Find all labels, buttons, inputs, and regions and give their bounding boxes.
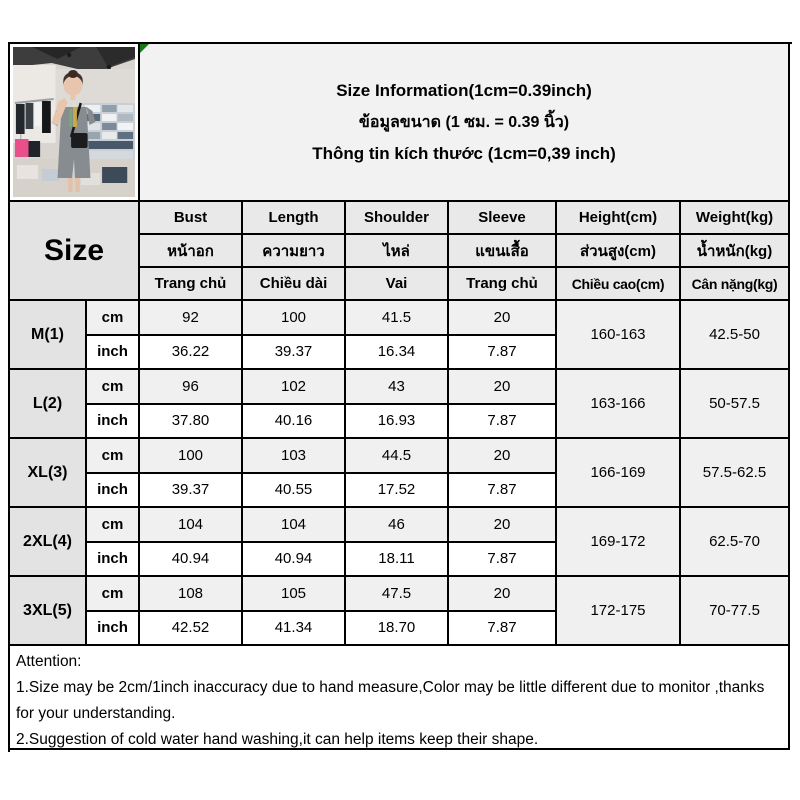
inch-value-cell: 7.87 (449, 612, 557, 647)
corner-marker-icon (140, 44, 149, 53)
inch-value-cell: 17.52 (346, 474, 449, 509)
col-header-length-th: ความยาว (243, 235, 346, 268)
weight-range-cell: 62.5-70 (681, 508, 790, 577)
cm-value-cell: 108 (140, 577, 243, 612)
cm-value-cell: 20 (449, 577, 557, 612)
cm-value-cell: 20 (449, 370, 557, 405)
unit-cm-label: cm (87, 370, 140, 405)
cm-value-cell: 20 (449, 301, 557, 336)
size-chart-sheet (8, 42, 792, 752)
title-english: Size Information(1cm=0.39inch) (336, 80, 592, 100)
size-row-label: 3XL(5) (10, 577, 87, 646)
inch-value-cell: 39.37 (140, 474, 243, 509)
col-header-bust-vi: Trang chủ (140, 268, 243, 301)
col-header-shoulder-en: Shoulder (346, 202, 449, 235)
col-header-length-en: Length (243, 202, 346, 235)
cm-value-cell: 43 (346, 370, 449, 405)
col-header-bust-th: หน้าอก (140, 235, 243, 268)
col-header-weight-th: น้ำหนัก(kg) (681, 235, 790, 268)
unit-cm-label: cm (87, 508, 140, 543)
inch-value-cell: 40.94 (243, 543, 346, 578)
cm-value-cell: 102 (243, 370, 346, 405)
col-header-height-th: ส่วนสูง(cm) (557, 235, 681, 268)
inch-value-cell: 37.80 (140, 405, 243, 440)
cm-value-cell: 41.5 (346, 301, 449, 336)
unit-cm-label: cm (87, 577, 140, 612)
title-thai: ข้อมูลขนาด (1 ซม. = 0.39 นิ้ว) (358, 113, 570, 131)
attention-notes (10, 646, 790, 750)
height-range-cell: 160-163 (557, 301, 681, 370)
inch-value-cell: 16.93 (346, 405, 449, 440)
attention-line-2: 2.Suggestion of cold water hand washing,it can help items keep their shape. (16, 731, 539, 748)
inch-value-cell: 42.52 (140, 612, 243, 647)
height-range-cell: 163-166 (557, 370, 681, 439)
inch-value-cell: 41.34 (243, 612, 346, 647)
cm-value-cell: 100 (243, 301, 346, 336)
col-header-shoulder-vi: Vai (346, 268, 449, 301)
unit-inch-label: inch (87, 405, 140, 440)
size-header-label: Size (10, 202, 140, 301)
cm-value-cell: 46 (346, 508, 449, 543)
unit-inch-label: inch (87, 474, 140, 509)
cm-value-cell: 105 (243, 577, 346, 612)
unit-inch-label: inch (87, 612, 140, 647)
inch-value-cell: 40.94 (140, 543, 243, 578)
unit-inch-label: inch (87, 543, 140, 578)
size-row-label: L(2) (10, 370, 87, 439)
cm-value-cell: 92 (140, 301, 243, 336)
col-header-height-vi: Chiều cao(cm) (557, 268, 681, 301)
col-header-weight-en: Weight(kg) (681, 202, 790, 235)
size-row-label: M(1) (10, 301, 87, 370)
cm-value-cell: 44.5 (346, 439, 449, 474)
col-header-shoulder-th: ไหล่ (346, 235, 449, 268)
inch-value-cell: 18.70 (346, 612, 449, 647)
attention-line-1: 1.Size may be 2cm/1inch inaccuracy due to hand measure,Color may be little different due to monitor ,thanks for your understanding. (16, 679, 765, 722)
size-row-label: XL(3) (10, 439, 87, 508)
height-range-cell: 172-175 (557, 577, 681, 646)
inch-value-cell: 7.87 (449, 474, 557, 509)
col-header-sleeve-vi: Trang chủ (449, 268, 557, 301)
model-photo (13, 47, 135, 197)
height-range-cell: 169-172 (557, 508, 681, 577)
cm-value-cell: 100 (140, 439, 243, 474)
unit-inch-label: inch (87, 336, 140, 371)
inch-value-cell: 39.37 (243, 336, 346, 371)
unit-cm-label: cm (87, 301, 140, 336)
col-header-sleeve-th: แขนเสื้อ (449, 235, 557, 268)
unit-cm-label: cm (87, 439, 140, 474)
cm-value-cell: 104 (243, 508, 346, 543)
inch-value-cell: 36.22 (140, 336, 243, 371)
inch-value-cell: 7.87 (449, 405, 557, 440)
cm-value-cell: 20 (449, 439, 557, 474)
size-row-label: 2XL(4) (10, 508, 87, 577)
cm-value-cell: 20 (449, 508, 557, 543)
col-header-height-en: Height(cm) (557, 202, 681, 235)
inch-value-cell: 16.34 (346, 336, 449, 371)
col-header-bust-en: Bust (140, 202, 243, 235)
cm-value-cell: 47.5 (346, 577, 449, 612)
inch-value-cell: 18.11 (346, 543, 449, 578)
col-header-sleeve-en: Sleeve (449, 202, 557, 235)
weight-range-cell: 50-57.5 (681, 370, 790, 439)
attention-heading: Attention: (16, 653, 82, 670)
cm-value-cell: 96 (140, 370, 243, 405)
inch-value-cell: 40.55 (243, 474, 346, 509)
title-vietnamese: Thông tin kích thước (1cm=0,39 inch) (312, 143, 616, 163)
cm-value-cell: 104 (140, 508, 243, 543)
inch-value-cell: 7.87 (449, 336, 557, 371)
height-range-cell: 166-169 (557, 439, 681, 508)
inch-value-cell: 7.87 (449, 543, 557, 578)
size-info-title-block (140, 44, 790, 202)
col-header-weight-vi: Cân nặng(kg) (681, 268, 790, 301)
col-header-length-vi: Chiều dài (243, 268, 346, 301)
product-photo-cell (10, 44, 140, 202)
cm-value-cell: 103 (243, 439, 346, 474)
weight-range-cell: 42.5-50 (681, 301, 790, 370)
weight-range-cell: 57.5-62.5 (681, 439, 790, 508)
inch-value-cell: 40.16 (243, 405, 346, 440)
weight-range-cell: 70-77.5 (681, 577, 790, 646)
